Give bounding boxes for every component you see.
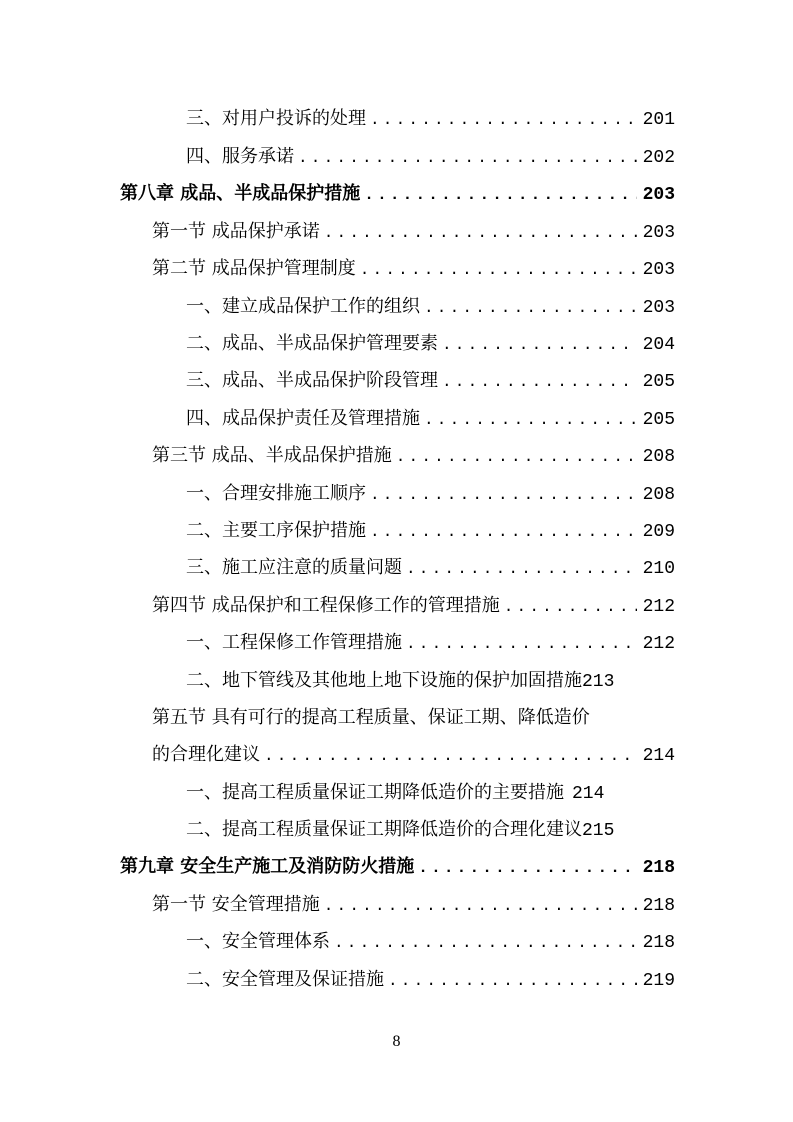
toc-entry-label: 第八章 成品、半成品保护措施: [120, 183, 361, 204]
toc-entry-page: 202: [642, 148, 675, 168]
toc-entry: [186, 818, 675, 843]
toc-entry-label: 第五节 具有可行的提高工程质量、保证工期、降低造价: [152, 707, 590, 728]
toc-entry-label: 三、成品、半成品保护阶段管理: [186, 370, 438, 391]
toc-entry-page: 203: [642, 223, 675, 243]
toc-section-entry: [152, 893, 675, 918]
toc-entry-page: 218: [642, 896, 675, 916]
toc-entry: [186, 107, 675, 132]
toc-entry-label: 一、安全管理体系: [186, 931, 330, 952]
toc-entry-page: 208: [642, 485, 675, 505]
toc-entry-page: 203: [642, 298, 675, 318]
toc-leader-dots: [442, 370, 637, 394]
toc-entry-label: 一、建立成品保护工作的组织: [186, 296, 420, 317]
toc-section-entry: [152, 706, 675, 730]
toc-section-entry: [152, 444, 675, 469]
toc-entry-label: 第三节 成品、半成品保护措施: [152, 445, 392, 466]
toc-entry-label: 一、合理安排施工顺序: [186, 483, 366, 504]
toc-entry-page: 219: [642, 971, 675, 991]
toc-leader-dots: [364, 183, 636, 207]
toc-entry: [186, 482, 675, 507]
toc-entry: [186, 781, 675, 806]
toc-entry-page: 205: [642, 410, 675, 430]
toc-entry-page: 218: [642, 933, 675, 953]
toc-chapter-entry: [120, 855, 675, 880]
toc-entry-label: 一、工程保修工作管理措施: [186, 632, 402, 653]
page-number: 8: [392, 1033, 401, 1050]
toc-leader-dots: [370, 108, 637, 132]
toc-leader-dots: [418, 856, 636, 880]
toc-leader-dots: [298, 146, 637, 170]
toc-leader-dots: [360, 258, 637, 282]
toc-entry-page: 201: [642, 110, 675, 130]
toc-entry-page: 218: [642, 858, 675, 878]
toc-entry-page: 203: [642, 260, 675, 280]
toc-leader-dots: [324, 221, 637, 245]
toc-entry: [186, 369, 675, 394]
toc-entry-page: 214: [642, 746, 675, 766]
toc-entry-page: 204: [642, 335, 675, 355]
toc-entry-label: 三、施工应注意的质量问题: [186, 557, 402, 578]
toc-entry: [186, 407, 675, 432]
toc-entry-label: 第九章 安全生产施工及消防防火措施: [120, 856, 415, 877]
toc-entry-page: 212: [642, 634, 675, 654]
toc-entry-label: 第一节 成品保护承诺: [152, 221, 320, 242]
toc-leader-dots: [388, 969, 637, 993]
toc-leader-dots: [424, 296, 637, 320]
toc-chapter-entry: [120, 182, 675, 207]
toc-entry-label: 第二节 成品保护管理制度: [152, 258, 356, 279]
toc-entry: [186, 968, 675, 993]
toc-entry: [186, 519, 675, 544]
toc-entry-label: 四、成品保护责任及管理措施: [186, 408, 420, 429]
toc-leader-dots: [424, 408, 637, 432]
toc-entry-page: 205: [642, 372, 675, 392]
toc-leader-dots: [370, 520, 637, 544]
toc-entry: [186, 556, 675, 581]
toc-leader-dots: [334, 931, 637, 955]
toc-entry-page: 203: [642, 185, 675, 205]
toc-entry: [186, 295, 675, 320]
toc-entry-label: 四、服务承诺: [186, 146, 294, 167]
toc-entry-label: 第一节 安全管理措施: [152, 894, 320, 915]
toc-entry: [186, 930, 675, 955]
toc-entry-page: 208: [642, 447, 675, 467]
toc-leader-dots: [396, 445, 637, 469]
toc-leader-dots: [406, 632, 637, 656]
toc-entry-page: 214: [572, 784, 605, 804]
toc-section-entry: [152, 594, 675, 619]
toc-entry-page: 209: [642, 522, 675, 542]
toc-entry-label: 的合理化建议: [152, 744, 260, 765]
toc-section-entry: [152, 220, 675, 245]
toc-entry-label: 二、提高工程质量保证工期降低造价的合理化建议: [186, 819, 582, 840]
toc-entry: [186, 631, 675, 656]
toc-entry-label: 第四节 成品保护和工程保修工作的管理措施: [152, 595, 500, 616]
toc-entry-label: 二、主要工序保护措施: [186, 520, 366, 541]
toc-entry: [186, 669, 675, 694]
toc-leader-dots: [370, 483, 637, 507]
toc-entry-label: 三、对用户投诉的处理: [186, 108, 366, 129]
toc-entry: [186, 332, 675, 357]
toc-entry-page: 213: [582, 672, 615, 692]
toc-entry-page: 210: [642, 559, 675, 579]
toc-entry-page: 215: [582, 821, 615, 841]
toc-entry-label: 二、安全管理及保证措施: [186, 969, 384, 990]
toc-entry-label: 二、成品、半成品保护管理要素: [186, 333, 438, 354]
toc-entry-page: 212: [642, 597, 675, 617]
toc-section-entry: [152, 257, 675, 282]
toc-leader-dots: [264, 744, 637, 768]
toc-leader-dots: [406, 557, 637, 581]
toc-leader-dots: [442, 333, 637, 357]
toc-leader-dots: [504, 595, 637, 619]
toc-section-entry-continued: [152, 743, 675, 768]
toc-entry-label: 二、地下管线及其他地上地下设施的保护加固措施: [186, 670, 582, 691]
toc-entry: [186, 145, 675, 170]
toc-leader-dots: [324, 894, 637, 918]
toc-entry-label: 一、提高工程质量保证工期降低造价的主要措施: [186, 782, 564, 803]
